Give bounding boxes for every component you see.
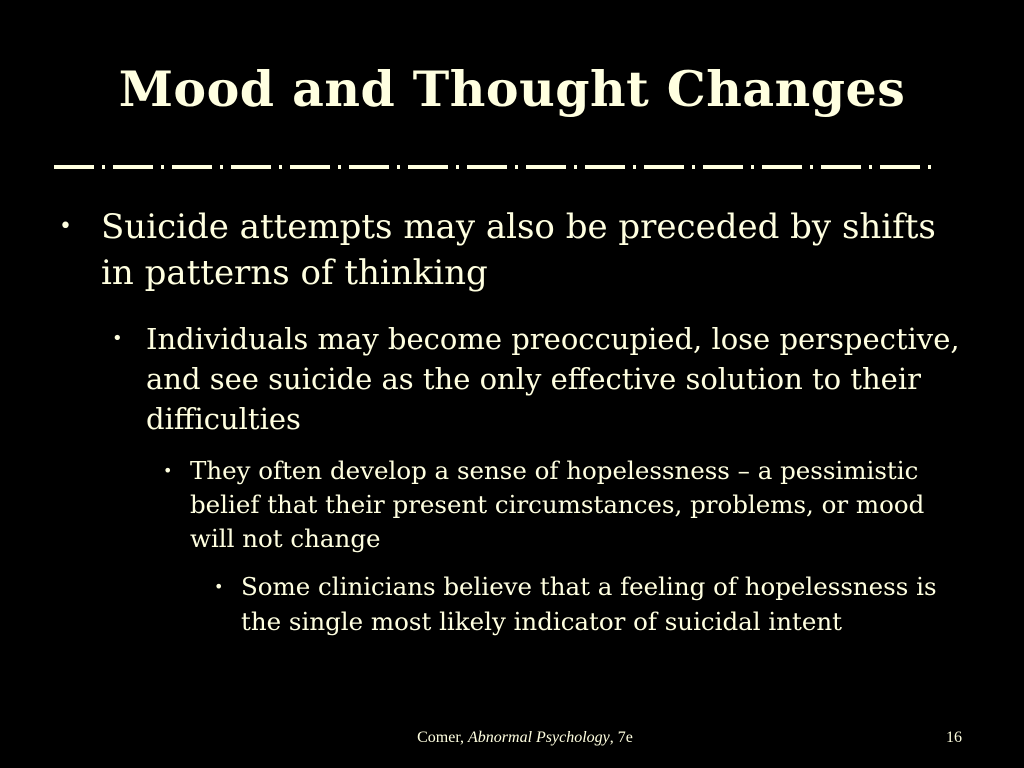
bullet-level-4 xyxy=(214,570,961,639)
footer-book-title: Abnormal Psychology xyxy=(468,729,610,746)
title-divider xyxy=(54,160,972,174)
page-number: 16 xyxy=(946,729,962,746)
divider-dash xyxy=(290,165,330,169)
divider-dash xyxy=(762,165,802,169)
bullet-text: Individuals may become preoccupied, lose perspective, and see suicide as the only effective solution to their difficulties xyxy=(146,322,960,436)
slide-title: Mood and Thought Changes xyxy=(118,60,906,118)
divider-dot xyxy=(456,165,459,169)
divider-dash xyxy=(821,165,861,169)
divider-dash xyxy=(54,165,94,169)
divider-dot xyxy=(574,165,577,169)
divider-dot xyxy=(279,165,282,169)
bullet-text: Suicide attempts may also be preceded by shifts in patterns of thinking xyxy=(101,207,936,293)
divider-dot xyxy=(102,165,105,169)
bullet-dot: • xyxy=(112,328,123,349)
divider-dot xyxy=(397,165,400,169)
divider-dash xyxy=(172,165,212,169)
footer-author: Comer, xyxy=(417,729,469,746)
divider-dot xyxy=(515,165,518,169)
divider-dash xyxy=(880,165,920,169)
divider-dash xyxy=(231,165,271,169)
divider-dot xyxy=(869,165,872,169)
divider-dash xyxy=(703,165,743,169)
divider-dot xyxy=(810,165,813,169)
divider-dash xyxy=(349,165,389,169)
bullet-level-1 xyxy=(59,204,961,296)
divider-dash xyxy=(526,165,566,169)
divider-dot xyxy=(633,165,636,169)
divider-dot xyxy=(161,165,164,169)
divider-dash xyxy=(644,165,684,169)
bullet-level-2 xyxy=(112,319,966,439)
bullet-dot: • xyxy=(59,214,72,239)
divider-dot xyxy=(928,165,931,169)
divider-dash xyxy=(113,165,153,169)
divider-dot xyxy=(338,165,341,169)
divider-dash xyxy=(467,165,507,169)
bullet-level-3 xyxy=(163,454,930,556)
divider-dash xyxy=(585,165,625,169)
divider-dot xyxy=(751,165,754,169)
dash-dot-line xyxy=(54,160,972,174)
bullet-text: Some clinicians believe that a feeling of hopelessness is the single most likely indicator of suicidal intent xyxy=(241,572,937,636)
bullet-text: They often develop a sense of hopelessness – a pessimistic belief that their present circumstances, problems, or mood will not change xyxy=(190,456,925,553)
footer-edition: , 7e xyxy=(609,729,633,746)
divider-dot xyxy=(220,165,223,169)
divider-dash xyxy=(408,165,448,169)
bullet-dot: • xyxy=(163,461,173,480)
divider-dot xyxy=(692,165,695,169)
footer-citation xyxy=(0,729,1024,747)
bullet-dot: • xyxy=(214,577,224,596)
